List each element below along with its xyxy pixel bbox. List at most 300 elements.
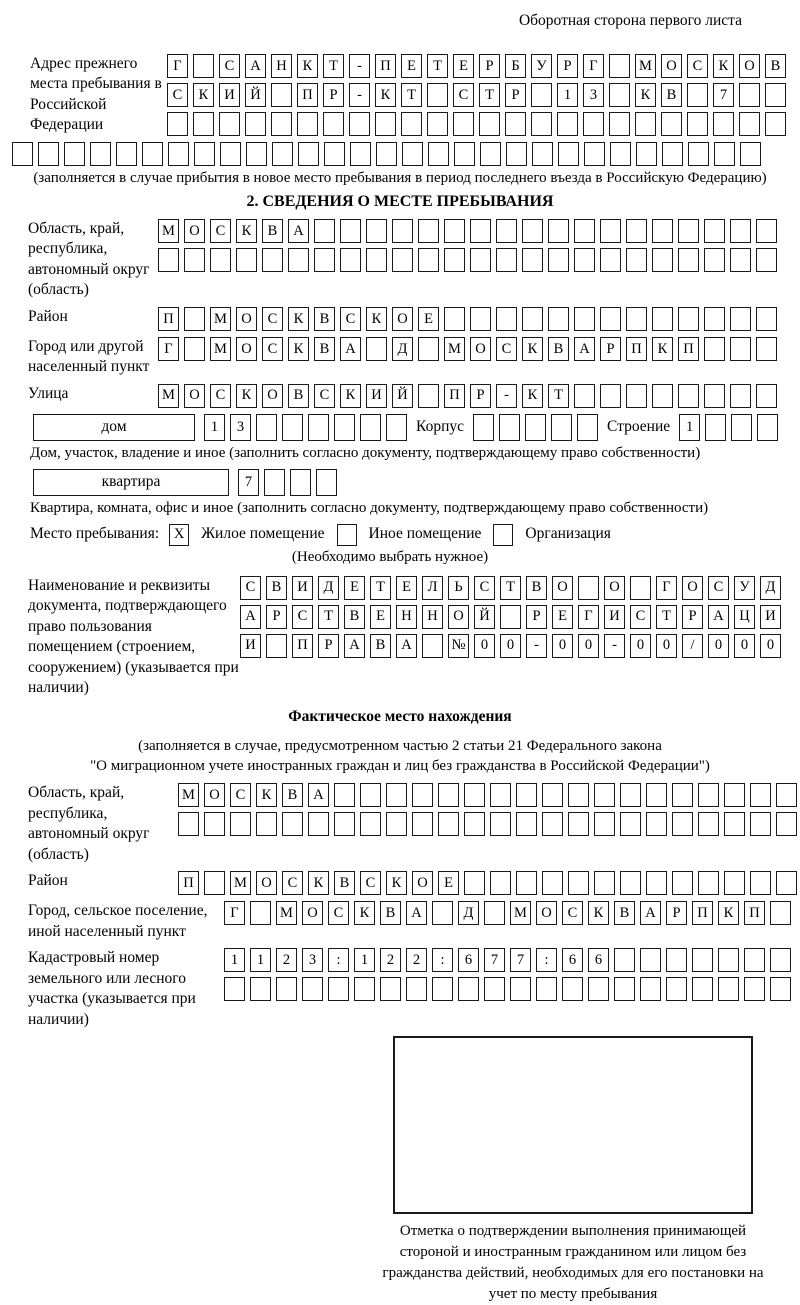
char-cell[interactable] <box>470 307 491 331</box>
char-cell[interactable]: К <box>522 384 543 408</box>
char-cell[interactable]: Е <box>418 307 439 331</box>
char-cell[interactable]: Д <box>318 576 339 600</box>
char-cell[interactable] <box>12 142 33 166</box>
char-cell[interactable] <box>704 248 725 272</box>
char-cell[interactable] <box>614 948 635 972</box>
char-cell[interactable]: С <box>167 83 188 107</box>
char-cell[interactable] <box>366 337 387 361</box>
char-cell[interactable] <box>666 948 687 972</box>
checkbox-inoe-pomeshchenie[interactable] <box>337 524 357 546</box>
char-cell[interactable] <box>480 142 501 166</box>
char-cell[interactable]: В <box>334 871 355 895</box>
char-cell[interactable] <box>600 384 621 408</box>
char-cell[interactable]: Р <box>682 605 703 629</box>
char-cell[interactable] <box>500 605 521 629</box>
char-cell[interactable]: Г <box>167 54 188 78</box>
char-cell[interactable] <box>757 414 778 441</box>
char-cell[interactable] <box>770 901 791 925</box>
char-cell[interactable]: М <box>210 307 231 331</box>
char-cell[interactable]: Р <box>479 54 500 78</box>
char-cell[interactable]: И <box>604 605 625 629</box>
char-cell[interactable]: Г <box>583 54 604 78</box>
char-cell[interactable]: И <box>292 576 313 600</box>
char-cell[interactable] <box>266 634 287 658</box>
char-cell[interactable]: О <box>682 576 703 600</box>
char-cell[interactable] <box>750 812 771 836</box>
char-cell[interactable]: О <box>536 901 557 925</box>
char-cell[interactable] <box>406 977 427 1001</box>
char-cell[interactable] <box>678 219 699 243</box>
char-cell[interactable] <box>636 142 657 166</box>
char-cell[interactable]: М <box>158 384 179 408</box>
char-cell[interactable]: - <box>496 384 517 408</box>
char-cell[interactable]: К <box>256 783 277 807</box>
char-cell[interactable]: Е <box>344 576 365 600</box>
char-cell[interactable] <box>574 248 595 272</box>
char-cell[interactable] <box>578 576 599 600</box>
char-cell[interactable]: 3 <box>302 948 323 972</box>
char-cell[interactable] <box>640 977 661 1001</box>
char-cell[interactable]: : <box>536 948 557 972</box>
char-cell[interactable] <box>776 783 797 807</box>
char-cell[interactable] <box>698 871 719 895</box>
char-cell[interactable] <box>704 219 725 243</box>
char-cell[interactable] <box>609 83 630 107</box>
char-cell[interactable] <box>276 977 297 1001</box>
char-cell[interactable] <box>705 414 726 441</box>
char-cell[interactable] <box>506 142 527 166</box>
char-cell[interactable]: Д <box>760 576 781 600</box>
char-cell[interactable] <box>557 112 578 136</box>
char-cell[interactable]: 3 <box>230 414 251 441</box>
char-cell[interactable] <box>574 219 595 243</box>
char-cell[interactable] <box>288 248 309 272</box>
char-cell[interactable]: К <box>366 307 387 331</box>
char-cell[interactable] <box>184 337 205 361</box>
char-cell[interactable] <box>584 142 605 166</box>
char-cell[interactable]: С <box>328 901 349 925</box>
char-cell[interactable]: 0 <box>760 634 781 658</box>
char-cell[interactable] <box>350 142 371 166</box>
char-cell[interactable] <box>302 977 323 1001</box>
char-cell[interactable]: 0 <box>630 634 651 658</box>
char-cell[interactable]: П <box>678 337 699 361</box>
char-cell[interactable] <box>167 112 188 136</box>
char-cell[interactable]: Р <box>318 634 339 658</box>
char-cell[interactable]: И <box>760 605 781 629</box>
char-cell[interactable] <box>334 812 355 836</box>
char-cell[interactable] <box>620 871 641 895</box>
char-cell[interactable] <box>366 248 387 272</box>
char-cell[interactable] <box>542 783 563 807</box>
char-cell[interactable] <box>444 219 465 243</box>
char-cell[interactable]: Т <box>401 83 422 107</box>
char-cell[interactable]: Т <box>370 576 391 600</box>
char-cell[interactable] <box>744 948 765 972</box>
char-cell[interactable] <box>739 112 760 136</box>
char-cell[interactable]: Ь <box>448 576 469 600</box>
char-cell[interactable]: С <box>496 337 517 361</box>
char-cell[interactable] <box>713 112 734 136</box>
char-cell[interactable]: С <box>219 54 240 78</box>
char-cell[interactable] <box>360 783 381 807</box>
char-cell[interactable]: Й <box>474 605 495 629</box>
char-cell[interactable] <box>418 337 439 361</box>
char-cell[interactable]: О <box>552 576 573 600</box>
char-cell[interactable]: Г <box>158 337 179 361</box>
char-cell[interactable] <box>262 248 283 272</box>
char-cell[interactable] <box>666 977 687 1001</box>
char-cell[interactable] <box>672 812 693 836</box>
char-cell[interactable]: С <box>630 605 651 629</box>
char-cell[interactable] <box>308 414 329 441</box>
char-cell[interactable] <box>678 307 699 331</box>
char-cell[interactable]: О <box>470 337 491 361</box>
char-cell[interactable] <box>662 142 683 166</box>
char-cell[interactable]: О <box>302 901 323 925</box>
char-cell[interactable]: Н <box>271 54 292 78</box>
char-cell[interactable] <box>776 871 797 895</box>
char-cell[interactable]: К <box>588 901 609 925</box>
char-cell[interactable]: М <box>178 783 199 807</box>
char-cell[interactable] <box>418 384 439 408</box>
char-cell[interactable] <box>230 812 251 836</box>
char-cell[interactable] <box>600 307 621 331</box>
char-cell[interactable] <box>334 414 355 441</box>
char-cell[interactable] <box>473 414 494 441</box>
char-cell[interactable]: К <box>236 219 257 243</box>
char-cell[interactable] <box>438 812 459 836</box>
char-cell[interactable]: Е <box>438 871 459 895</box>
char-cell[interactable] <box>577 414 598 441</box>
char-cell[interactable]: С <box>708 576 729 600</box>
char-cell[interactable] <box>731 414 752 441</box>
char-cell[interactable]: М <box>210 337 231 361</box>
char-cell[interactable] <box>620 783 641 807</box>
char-cell[interactable]: Т <box>318 605 339 629</box>
char-cell[interactable] <box>609 112 630 136</box>
char-cell[interactable]: В <box>765 54 786 78</box>
char-cell[interactable]: В <box>314 337 335 361</box>
char-cell[interactable] <box>692 948 713 972</box>
char-cell[interactable] <box>558 142 579 166</box>
char-cell[interactable]: К <box>340 384 361 408</box>
char-cell[interactable] <box>256 414 277 441</box>
char-cell[interactable]: Д <box>392 337 413 361</box>
char-cell[interactable]: В <box>282 783 303 807</box>
char-cell[interactable]: В <box>288 384 309 408</box>
char-cell[interactable]: У <box>531 54 552 78</box>
char-cell[interactable] <box>184 307 205 331</box>
char-cell[interactable] <box>376 142 397 166</box>
char-cell[interactable] <box>314 248 335 272</box>
char-cell[interactable] <box>458 977 479 1001</box>
char-cell[interactable]: О <box>661 54 682 78</box>
char-cell[interactable] <box>272 142 293 166</box>
char-cell[interactable] <box>744 977 765 1001</box>
char-cell[interactable]: К <box>718 901 739 925</box>
char-cell[interactable] <box>444 307 465 331</box>
char-cell[interactable]: И <box>219 83 240 107</box>
char-cell[interactable] <box>626 384 647 408</box>
char-cell[interactable]: Е <box>453 54 474 78</box>
char-cell[interactable] <box>730 248 751 272</box>
char-cell[interactable]: 7 <box>484 948 505 972</box>
char-cell[interactable]: К <box>354 901 375 925</box>
char-cell[interactable] <box>588 977 609 1001</box>
char-cell[interactable] <box>220 142 241 166</box>
char-cell[interactable] <box>522 307 543 331</box>
char-cell[interactable] <box>297 112 318 136</box>
char-cell[interactable]: Д <box>458 901 479 925</box>
char-cell[interactable] <box>386 783 407 807</box>
char-cell[interactable] <box>246 142 267 166</box>
char-cell[interactable] <box>349 112 370 136</box>
char-cell[interactable] <box>718 977 739 1001</box>
char-cell[interactable]: О <box>204 783 225 807</box>
char-cell[interactable] <box>360 414 381 441</box>
char-cell[interactable] <box>698 783 719 807</box>
char-cell[interactable]: К <box>386 871 407 895</box>
char-cell[interactable]: Т <box>500 576 521 600</box>
char-cell[interactable]: - <box>349 54 370 78</box>
char-cell[interactable]: / <box>682 634 703 658</box>
char-cell[interactable] <box>548 248 569 272</box>
char-cell[interactable] <box>366 219 387 243</box>
char-cell[interactable] <box>340 219 361 243</box>
char-cell[interactable]: А <box>240 605 261 629</box>
char-cell[interactable]: С <box>262 307 283 331</box>
char-cell[interactable] <box>640 948 661 972</box>
char-cell[interactable]: Т <box>479 83 500 107</box>
char-cell[interactable] <box>298 142 319 166</box>
char-cell[interactable] <box>360 812 381 836</box>
char-cell[interactable]: У <box>734 576 755 600</box>
char-cell[interactable] <box>250 977 271 1001</box>
char-cell[interactable] <box>548 219 569 243</box>
char-cell[interactable]: Б <box>505 54 526 78</box>
char-cell[interactable]: 1 <box>224 948 245 972</box>
char-cell[interactable]: Р <box>323 83 344 107</box>
char-cell[interactable]: К <box>375 83 396 107</box>
char-cell[interactable] <box>542 871 563 895</box>
char-cell[interactable] <box>698 812 719 836</box>
char-cell[interactable] <box>646 812 667 836</box>
char-cell[interactable] <box>548 307 569 331</box>
char-cell[interactable]: А <box>406 901 427 925</box>
char-cell[interactable]: К <box>288 337 309 361</box>
char-cell[interactable] <box>594 783 615 807</box>
char-cell[interactable] <box>386 414 407 441</box>
char-cell[interactable]: 6 <box>458 948 479 972</box>
char-cell[interactable]: Ц <box>734 605 755 629</box>
char-cell[interactable] <box>499 414 520 441</box>
checkbox-organizatsiya[interactable] <box>493 524 513 546</box>
char-cell[interactable] <box>583 112 604 136</box>
char-cell[interactable] <box>210 248 231 272</box>
char-cell[interactable] <box>178 812 199 836</box>
char-cell[interactable] <box>626 248 647 272</box>
char-cell[interactable] <box>412 812 433 836</box>
char-cell[interactable] <box>184 248 205 272</box>
char-cell[interactable] <box>422 634 443 658</box>
char-cell[interactable]: Т <box>427 54 448 78</box>
char-cell[interactable]: М <box>158 219 179 243</box>
char-cell[interactable]: Е <box>401 54 422 78</box>
char-cell[interactable] <box>316 469 337 496</box>
char-cell[interactable] <box>672 783 693 807</box>
char-cell[interactable]: О <box>256 871 277 895</box>
char-cell[interactable] <box>470 219 491 243</box>
char-cell[interactable] <box>470 248 491 272</box>
char-cell[interactable] <box>724 871 745 895</box>
char-cell[interactable]: 7 <box>510 948 531 972</box>
char-cell[interactable] <box>704 337 725 361</box>
char-cell[interactable] <box>392 248 413 272</box>
char-cell[interactable] <box>568 871 589 895</box>
char-cell[interactable]: 1 <box>204 414 225 441</box>
char-cell[interactable]: К <box>713 54 734 78</box>
char-cell[interactable] <box>116 142 137 166</box>
char-cell[interactable]: И <box>366 384 387 408</box>
char-cell[interactable]: П <box>444 384 465 408</box>
char-cell[interactable] <box>464 783 485 807</box>
char-cell[interactable]: О <box>184 384 205 408</box>
char-cell[interactable]: А <box>245 54 266 78</box>
char-cell[interactable]: П <box>692 901 713 925</box>
char-cell[interactable] <box>158 248 179 272</box>
char-cell[interactable] <box>635 112 656 136</box>
char-cell[interactable]: В <box>380 901 401 925</box>
char-cell[interactable] <box>438 783 459 807</box>
char-cell[interactable] <box>718 948 739 972</box>
char-cell[interactable] <box>90 142 111 166</box>
char-cell[interactable]: 3 <box>583 83 604 107</box>
char-cell[interactable]: А <box>708 605 729 629</box>
char-cell[interactable]: Й <box>245 83 266 107</box>
char-cell[interactable]: : <box>328 948 349 972</box>
char-cell[interactable]: С <box>360 871 381 895</box>
char-cell[interactable]: Г <box>656 576 677 600</box>
char-cell[interactable] <box>418 248 439 272</box>
char-cell[interactable]: - <box>604 634 625 658</box>
char-cell[interactable]: А <box>344 634 365 658</box>
char-cell[interactable] <box>714 142 735 166</box>
char-cell[interactable] <box>531 83 552 107</box>
char-cell[interactable] <box>730 384 751 408</box>
char-cell[interactable]: П <box>292 634 313 658</box>
char-cell[interactable]: О <box>448 605 469 629</box>
char-cell[interactable]: № <box>448 634 469 658</box>
char-cell[interactable] <box>193 112 214 136</box>
char-cell[interactable] <box>490 871 511 895</box>
char-cell[interactable] <box>282 812 303 836</box>
char-cell[interactable] <box>380 977 401 1001</box>
char-cell[interactable] <box>600 219 621 243</box>
char-cell[interactable] <box>609 54 630 78</box>
char-cell[interactable]: - <box>526 634 547 658</box>
char-cell[interactable] <box>516 812 537 836</box>
char-cell[interactable] <box>328 977 349 1001</box>
char-cell[interactable]: М <box>510 901 531 925</box>
char-cell[interactable] <box>375 112 396 136</box>
char-cell[interactable] <box>314 219 335 243</box>
char-cell[interactable]: М <box>444 337 465 361</box>
char-cell[interactable]: : <box>432 948 453 972</box>
char-cell[interactable]: 2 <box>276 948 297 972</box>
char-cell[interactable]: В <box>266 576 287 600</box>
char-cell[interactable] <box>522 219 543 243</box>
char-cell[interactable] <box>464 871 485 895</box>
char-cell[interactable] <box>531 112 552 136</box>
char-cell[interactable]: С <box>240 576 261 600</box>
char-cell[interactable]: О <box>184 219 205 243</box>
char-cell[interactable] <box>168 142 189 166</box>
char-cell[interactable]: П <box>297 83 318 107</box>
char-cell[interactable]: 0 <box>734 634 755 658</box>
char-cell[interactable] <box>536 977 557 1001</box>
char-cell[interactable]: С <box>230 783 251 807</box>
char-cell[interactable]: А <box>340 337 361 361</box>
char-cell[interactable] <box>522 248 543 272</box>
char-cell[interactable] <box>750 871 771 895</box>
char-cell[interactable] <box>687 112 708 136</box>
char-cell[interactable] <box>193 54 214 78</box>
char-cell[interactable]: А <box>574 337 595 361</box>
char-cell[interactable]: С <box>292 605 313 629</box>
char-cell[interactable] <box>688 142 709 166</box>
char-cell[interactable]: П <box>158 307 179 331</box>
char-cell[interactable] <box>724 812 745 836</box>
char-cell[interactable] <box>730 337 751 361</box>
char-cell[interactable]: В <box>614 901 635 925</box>
char-cell[interactable]: П <box>626 337 647 361</box>
char-cell[interactable]: А <box>308 783 329 807</box>
char-cell[interactable]: Р <box>526 605 547 629</box>
char-cell[interactable] <box>594 812 615 836</box>
char-cell[interactable] <box>464 812 485 836</box>
char-cell[interactable]: К <box>522 337 543 361</box>
char-cell[interactable] <box>453 112 474 136</box>
char-cell[interactable] <box>271 83 292 107</box>
char-cell[interactable] <box>750 783 771 807</box>
char-cell[interactable]: Р <box>600 337 621 361</box>
char-cell[interactable] <box>392 219 413 243</box>
char-cell[interactable]: Е <box>552 605 573 629</box>
char-cell[interactable] <box>516 871 537 895</box>
char-cell[interactable] <box>402 142 423 166</box>
char-cell[interactable]: О <box>392 307 413 331</box>
char-cell[interactable] <box>432 977 453 1001</box>
char-cell[interactable] <box>678 248 699 272</box>
char-cell[interactable] <box>652 307 673 331</box>
char-cell[interactable]: К <box>652 337 673 361</box>
char-cell[interactable] <box>614 977 635 1001</box>
char-cell[interactable] <box>323 112 344 136</box>
char-cell[interactable]: 1 <box>354 948 375 972</box>
char-cell[interactable]: Р <box>666 901 687 925</box>
char-cell[interactable] <box>204 812 225 836</box>
char-cell[interactable] <box>765 112 786 136</box>
char-cell[interactable]: 2 <box>380 948 401 972</box>
char-cell[interactable]: П <box>744 901 765 925</box>
char-cell[interactable]: 7 <box>238 469 259 496</box>
char-cell[interactable] <box>692 977 713 1001</box>
char-cell[interactable] <box>551 414 572 441</box>
char-cell[interactable] <box>271 112 292 136</box>
char-cell[interactable] <box>496 219 517 243</box>
char-cell[interactable] <box>516 783 537 807</box>
